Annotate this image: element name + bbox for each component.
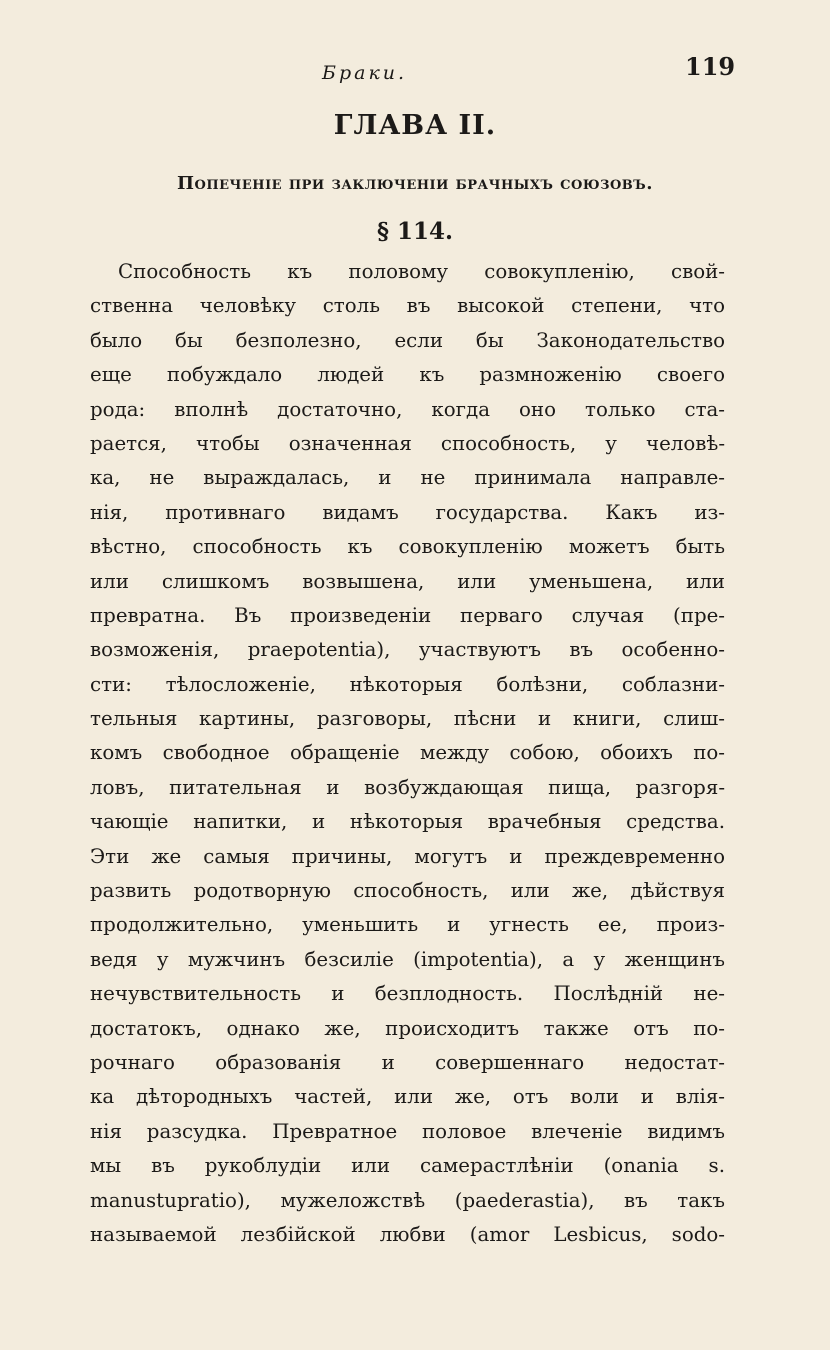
text-line: ственна человѣку столь въ высокой степени, что — [90, 294, 725, 318]
text-line: нечувствительность и безплодность. Послѣдній не- — [90, 982, 725, 1006]
text-line: вѣстно, способность къ совокупленію можетъ быть — [90, 535, 725, 559]
text-line: тельныя картины, разговоры, пѣсни и книги, слиш- — [90, 707, 725, 731]
chapter-subtitle: Попеченіе при заключеніи брачныхъ союзовъ. — [177, 173, 653, 194]
text-line: ка, не выраждалась, и не принимала направле- — [90, 466, 725, 490]
section-number: § 114. — [376, 218, 454, 245]
text-line: развить родотворную способность, или же, дѣйствуя — [90, 879, 725, 903]
body-text — [90, 255, 725, 1252]
text-line: превратна. Въ произведеніи перваго случая (пре- — [90, 603, 725, 627]
text-line: чающіе напитки, и нѣкоторыя врачебныя средства. — [90, 810, 725, 834]
text-line: Эти же самыя причины, могутъ и преждевременно — [90, 844, 725, 868]
text-line: сти: тѣлосложеніе, нѣкоторыя болѣзни, соблазни- — [90, 672, 725, 696]
text-line: комъ свободное обращеніе между собою, обоихъ по- — [90, 741, 725, 765]
text-line: мы въ рукоблудіи или самерастлѣніи (onania s. — [90, 1154, 725, 1178]
running-head — [0, 52, 830, 88]
text-line: называемой лезбійской любви (amor Lesbicus, sodo- — [90, 1222, 725, 1246]
text-line: рода: вполнѣ достаточно, когда оно только ста- — [90, 397, 725, 421]
running-title: Браки. — [322, 62, 408, 84]
text-line: ка дѣтородныхъ частей, или же, отъ воли и влія- — [90, 1085, 725, 1109]
text-line: еще побуждало людей къ размноженію своего — [90, 363, 725, 387]
text-line: Способность къ половому совокупленію, свой- — [118, 260, 725, 283]
text-line: нія разсудка. Превратное половое влеченіе видимъ — [90, 1119, 725, 1143]
text-line: ловъ, питательная и возбуждающая пища, разгоря- — [90, 775, 725, 799]
text-line: продолжительно, уменьшить и угнесть ее, произ- — [90, 913, 725, 937]
text-line: рочнаго образованія и совершеннаго недостат- — [90, 1050, 725, 1074]
text-line: manustupratio), мужеложствѣ (paederastia), въ такъ — [90, 1188, 725, 1212]
text-line: достатокъ, однако же, происходитъ также отъ по- — [90, 1016, 725, 1040]
page-number: 119 — [685, 52, 736, 81]
text-line: нія, противнаго видамъ государства. Какъ из- — [90, 500, 725, 524]
text-line: рается, чтобы означенная способность, у человѣ- — [90, 431, 725, 455]
text-line: ведя у мужчинъ безсиліе (impotentia), а у женщинъ — [90, 947, 725, 971]
text-line: возможенія, praepotentia), участвуютъ въ особенно- — [90, 638, 725, 662]
text-line: или слишкомъ возвышена, или уменьшена, или — [90, 569, 725, 593]
text-line: было бы безполезно, если бы Законодательство — [90, 328, 725, 352]
chapter-title: ГЛАВА II. — [333, 110, 497, 141]
